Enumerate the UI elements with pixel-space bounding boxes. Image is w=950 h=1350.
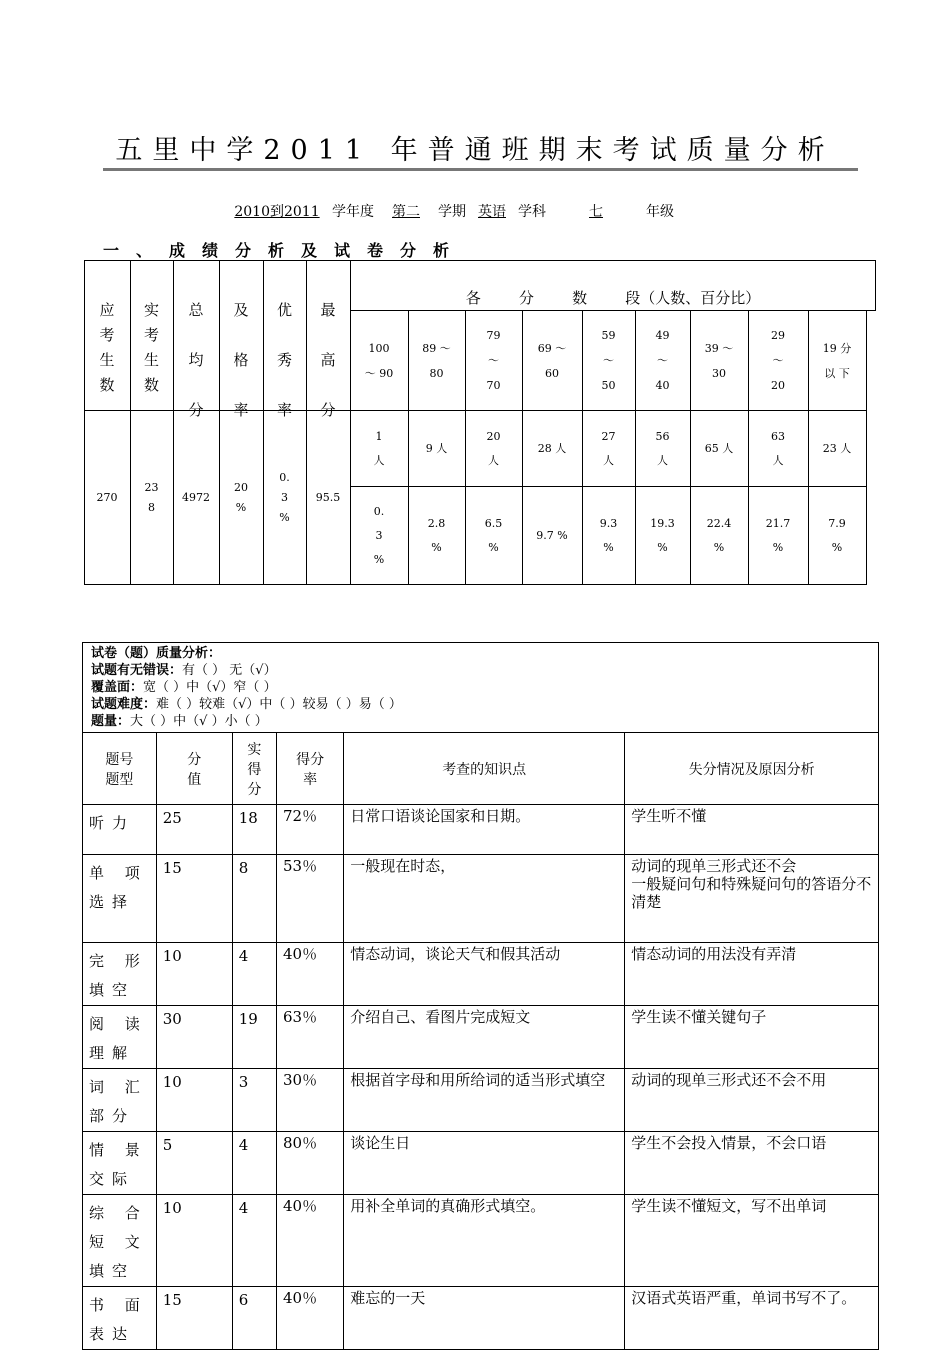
cell-type: 完 形 填空	[83, 943, 157, 1006]
table-row	[83, 855, 879, 943]
value-total-avg: 4972	[182, 490, 210, 504]
cell-type: 情 景 交际	[83, 1132, 157, 1195]
cell-reason: 动词的现单三形式还不会不用	[625, 1069, 879, 1132]
value-pass-rate: 20 %	[234, 480, 248, 514]
cell-point: 难忘的一天	[344, 1287, 625, 1350]
band-range: 100 ～ 90	[364, 341, 394, 380]
cell-got: 3	[232, 1069, 276, 1132]
band-percent: 21.7 %	[765, 516, 791, 554]
cell-got: 19	[232, 1006, 276, 1069]
cell-got: 6	[232, 1287, 276, 1350]
section-title: 一、成绩分析及试卷分析	[103, 241, 467, 260]
band-people: 23 人	[822, 441, 852, 455]
page-title: 五里中学2011 年普通班期末考试质量分析	[115, 135, 835, 166]
column-header: 得分 率	[276, 733, 343, 805]
subject-label: 学科	[518, 204, 546, 220]
cell-type: 综 合 短 文 填空	[83, 1195, 157, 1287]
cell-reason: 学生读不懂短文，写不出单词	[625, 1195, 879, 1287]
band-percent: 9.3 %	[599, 516, 618, 554]
band-people: 9 人	[425, 441, 448, 455]
band-percent: 7.9 %	[828, 516, 846, 554]
column-header: 失分情况及原因分析	[625, 733, 879, 805]
band-people: 28 人	[537, 441, 567, 455]
value-should-count: 270	[96, 490, 118, 504]
band-percent: 2.8 %	[427, 516, 446, 554]
cell-score: 10	[156, 1195, 232, 1287]
band-range: 39 ～ 30	[704, 341, 734, 380]
cell-score: 10	[156, 1069, 232, 1132]
band-range: 69 ～ 60	[537, 341, 567, 380]
cell-reason: 学生不会投入情景，不会口语	[625, 1132, 879, 1195]
cell-rate: 72％	[276, 805, 343, 855]
difficulty-value: 难（ ）较难（√）中（ ）较易（ ）易（ ）	[156, 697, 402, 712]
cell-score: 30	[156, 1006, 232, 1069]
cell-point: 情态动词，谈论天气和假其活动	[344, 943, 625, 1006]
cell-reason: 汉语式英语严重，单词书写不了。	[625, 1287, 879, 1350]
band-people: 65 人	[704, 441, 734, 455]
band-percent: 0. 3 %	[373, 504, 385, 566]
value-actual-count: 23 8	[144, 480, 159, 514]
cell-rate: 40％	[276, 943, 343, 1006]
cell-point: 介绍自己、看图片完成短文	[344, 1006, 625, 1069]
cell-rate: 53％	[276, 855, 343, 943]
subtitle-line	[228, 201, 674, 221]
cell-type: 单 项 选择	[83, 855, 157, 943]
difficulty-label: 试题难度：	[91, 697, 157, 712]
cell-rate: 80％	[276, 1132, 343, 1195]
quantity-label: 题量：	[91, 714, 131, 729]
table-row	[83, 1006, 879, 1069]
band-percent: 19.3 %	[650, 516, 675, 554]
cell-score: 5	[156, 1132, 232, 1195]
header-should-count: 应 考 生 数	[99, 301, 115, 394]
quality-title: 试卷（题）质量分析：	[91, 646, 222, 661]
table-row	[83, 1287, 879, 1350]
cell-reason: 学生听不懂	[625, 805, 879, 855]
cell-got: 8	[232, 855, 276, 943]
band-people: 20 人	[486, 429, 501, 467]
cell-point: 根据首字母和用所给词的适当形式填空	[344, 1069, 625, 1132]
cell-point: 谈论生日	[344, 1132, 625, 1195]
analysis-header-row	[83, 733, 879, 805]
cell-rate: 30％	[276, 1069, 343, 1132]
cell-score: 25	[156, 805, 232, 855]
cell-point: 日常口语谈论国家和日期。	[344, 805, 625, 855]
cell-type: 阅 读 理解	[83, 1006, 157, 1069]
cell-reason: 情态动词的用法没有弄清	[625, 943, 879, 1006]
cell-score: 15	[156, 855, 232, 943]
band-percent: 9.7 %	[536, 528, 568, 542]
cell-reason: 学生读不懂关键句子	[625, 1006, 879, 1069]
column-header: 题号 题型	[83, 733, 157, 805]
table-bottom-border	[84, 584, 867, 585]
band-range: 49 ～ 40	[655, 329, 670, 392]
band-percent: 6.5 %	[484, 516, 503, 554]
coverage-label: 覆盖面：	[91, 680, 144, 695]
column-header: 实 得 分	[232, 733, 276, 805]
band-percent: 22.4 %	[706, 516, 732, 554]
grade-label: 年级	[646, 204, 674, 220]
table-row	[83, 805, 879, 855]
cell-got: 4	[232, 943, 276, 1006]
header-excellent-rate: 优 秀 率	[276, 301, 292, 419]
table-row	[83, 1132, 879, 1195]
band-range: 89 ～ 80	[422, 341, 451, 380]
school-year: 2010到2011	[234, 204, 320, 220]
errors-label: 试题有无错误：	[91, 663, 183, 678]
term-label: 学期	[438, 204, 466, 220]
table-top-border	[84, 260, 876, 261]
coverage-value: 宽（ ）中（√）窄（ ）	[143, 680, 277, 695]
title-rule	[103, 168, 858, 171]
table-row	[83, 1069, 879, 1132]
quality-summary	[83, 643, 879, 733]
column-header: 分 值	[156, 733, 232, 805]
table-right-border	[866, 310, 867, 584]
band-people: 27 人	[601, 429, 616, 467]
quantity-value: 大（ ）中（√ ）小（ ）	[130, 714, 268, 729]
school-year-label: 学年度	[332, 204, 374, 220]
cell-score: 10	[156, 943, 232, 1006]
cell-got: 4	[232, 1132, 276, 1195]
analysis-table	[82, 642, 879, 1350]
cell-type: 书 面 表达	[83, 1287, 157, 1350]
subject: 英语	[478, 204, 506, 220]
band-range: 59 ～ 50	[601, 329, 616, 392]
cell-point: 用补全单词的真确形式填空。	[344, 1195, 625, 1287]
table-row	[83, 1195, 879, 1287]
cell-rate: 40％	[276, 1195, 343, 1287]
cell-got: 18	[232, 805, 276, 855]
band-range: 79 ～ 70	[486, 329, 501, 392]
cell-rate: 40％	[276, 1287, 343, 1350]
band-people: 1 人	[373, 429, 385, 467]
cell-reason: 动词的现单三形式还不会 一般疑问句和特殊疑问句的答语分不清楚	[625, 855, 879, 943]
cell-rate: 63％	[276, 1006, 343, 1069]
cell-type: 词 汇 部分	[83, 1069, 157, 1132]
cell-type: 听力	[83, 805, 157, 855]
header-actual-count: 实 考 生 数	[143, 301, 159, 394]
cell-got: 4	[232, 1195, 276, 1287]
table-row	[83, 943, 879, 1006]
band-people: 56 人	[655, 429, 670, 467]
header-pass-rate: 及 格 率	[233, 301, 249, 419]
header-max-score: 最 高 分	[320, 301, 336, 419]
column-header: 考查的知识点	[344, 733, 625, 805]
grade: 七	[589, 204, 603, 220]
cell-score: 15	[156, 1287, 232, 1350]
term: 第二	[392, 204, 420, 220]
errors-value: 有（ ） 无（√）	[182, 663, 277, 678]
band-range: 29 ～ 20	[771, 329, 785, 392]
cell-point: 一般现在时态，	[344, 855, 625, 943]
band-range: 19 分 以 下	[822, 341, 852, 380]
header-total-avg: 总 均 分	[188, 301, 204, 419]
value-max-score: 95.5	[315, 490, 341, 504]
bands-title: 各 分 数 段（人数、百分比）	[465, 289, 761, 307]
band-people: 63 人	[771, 429, 785, 467]
value-excellent-rate: 0. 3 %	[279, 470, 290, 524]
